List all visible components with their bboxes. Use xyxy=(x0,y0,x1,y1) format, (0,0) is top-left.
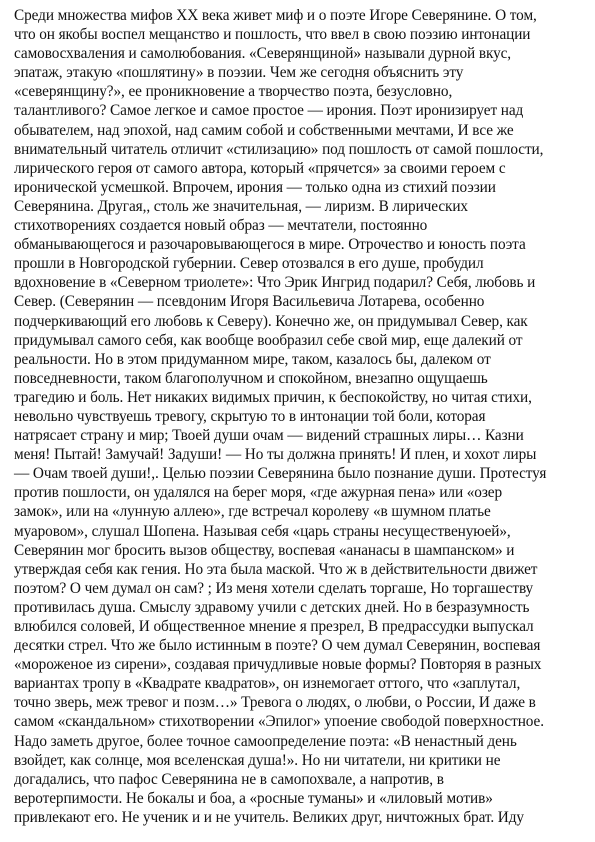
text-line: повседневности, таком благополучном и спокойном, внезапно ощущаешь xyxy=(14,369,488,387)
text-line: эпатаж, этакую «пошлятину» в поэзии. Чем же сегодня объяснить эту xyxy=(14,64,464,82)
text-line: лирического героя от самого автора, который «прячется» за своими героем с xyxy=(14,159,506,177)
text-line: стихотворениях создается новый образ — мечтатели, постоянно xyxy=(14,217,428,235)
text-line: вдохновение в «Северном триолете»: Что Эрик Ингрид подарил? Себя, любовь и xyxy=(14,274,536,292)
document-page xyxy=(14,6,590,827)
text-line: «мороженое из сирени», создавая причудливые новые формы? Повторяя в разных xyxy=(14,656,542,674)
text-line: что он якобы воспел мещанство и пошлость, что ввел в свою поэзию интонации xyxy=(14,26,531,44)
text-line: замок», или на «лунную аллею», где встречал королеву «в шумном платье xyxy=(14,503,491,521)
text-line: подчеркивающий его любовь к Северу). Конечно же, он придумывал Север, как xyxy=(14,312,528,330)
text-line: трагедию и боль. Нет никаких видимых причин, к беспокойству, но читая стихи, xyxy=(14,388,532,406)
text-line: Северянин мог бросить вызов обществу, воспевая «ананасы в шампанском» и xyxy=(14,541,515,559)
text-line: утверждая себя как гения. Но эта была маской. Что ж в действительности движет xyxy=(14,560,538,578)
text-line: Среди множества мифов XX века живет миф и о поэте Игоре Северянине. О том, xyxy=(14,7,537,24)
text-line: невольно чувствуешь тревогу, скрытую то в интонации той боли, которая xyxy=(14,407,486,425)
text-line: десятки стрел. Что же было истинным в поэте? О чем думал Северянин, воспевая xyxy=(14,637,541,655)
text-line: самовосхваления и самолюбования. «Северянщиной» называли дурной вкус, xyxy=(14,45,512,63)
text-line: внимательный читатель отличит «стилизацию» под пошлость от самой пошлости, xyxy=(14,140,544,158)
text-line: Надо заметь другое, более точное самоопределение поэта: «В ненастный день xyxy=(14,732,517,750)
text-line: — Очам твоей души!,. Целью поэзии Северянина было познание души. Протестуя xyxy=(14,465,547,483)
text-line: талантливого? Самое легкое и самое простое — ирония. Поэт иронизирует над xyxy=(14,102,524,120)
text-line: самом «скандальном» стихотворении «Эпилог» упоение свободой поверхностное. xyxy=(14,713,544,731)
text-line: привлекают его. Не ученик и и не учитель. Великих друг, ничтожных брат. Иду xyxy=(14,808,524,826)
text-line: противилась душа. Смыслу здравому учили с детских дней. Но в безразумность xyxy=(14,598,530,616)
text-line: вариантах тропу в «Квадрате квадратов», он изнемогает оттого, что «заплутал, xyxy=(14,675,521,693)
text-line: реальности. Но в этом придуманном мире, таком, казалось бы, далеком от xyxy=(14,350,491,368)
text-line: меня! Пытай! Замучай! Задуши! — Но ты должна принять! И плен, и хохот лиры xyxy=(14,446,537,464)
text-line: поэтом? О чем думал он сам? ; Из меня хотели сделать торгаше, Но торгашеству xyxy=(14,579,534,597)
text-line: влюбился соловей, И общественное мнение я презрел, В предрассудки выпускал xyxy=(14,618,534,635)
text-line: муаровом», слушал Шопена. Называя себя «царь страны несущественуюей», xyxy=(14,522,511,540)
text-line: «северянщину?», ее проникновение а творчество поэта, безусловно, xyxy=(14,83,453,101)
text-line: придумывал самого себя, как вообще вообразил себе свой мир, еще далекий от xyxy=(14,331,523,349)
text-line: иронической усмешкой. Впрочем, ирония — только одна из стихий поэзии xyxy=(14,178,496,196)
text-line: обманывающегося и разочаровывающегося в мире. Отрочество и юность поэта xyxy=(14,236,526,254)
text-line: догадались, что пафос Северянина не в самопохвале, а напротив, в xyxy=(14,770,444,788)
text-line: обывателем, над эпохой, над самим собой и собственными мечтами, И все же xyxy=(14,121,514,139)
text-line: точно зверь, меж тревог и позм…» Тревога о людях, о любви, о России, И даже в xyxy=(14,694,536,712)
text-line: Север. (Северянин — псевдоним Игоря Васильевича Лотарева, особенно xyxy=(14,293,485,311)
text-line: прошли в Новгородской губернии. Север отозвался в его душе, пробудил xyxy=(14,255,484,273)
text-line: взойдет, как солнце, моя вселенская душа!». Но ни читатели, ни критики не xyxy=(14,751,501,769)
text-line: против пошлости, он удалялся на берег моря, «где ажурная пена» или «озер xyxy=(14,484,503,502)
text-line: Северянина. Другая,, столь же значительная, — лиризм. В лирических xyxy=(14,197,468,215)
text-line: веротерпимости. Не бокалы и боа, а «росные туманы» и «лиловый мотив» xyxy=(14,789,493,807)
text-line: натрясает страну и мир; Твоей души очам — видений страшных лиры… Казни xyxy=(14,427,524,445)
